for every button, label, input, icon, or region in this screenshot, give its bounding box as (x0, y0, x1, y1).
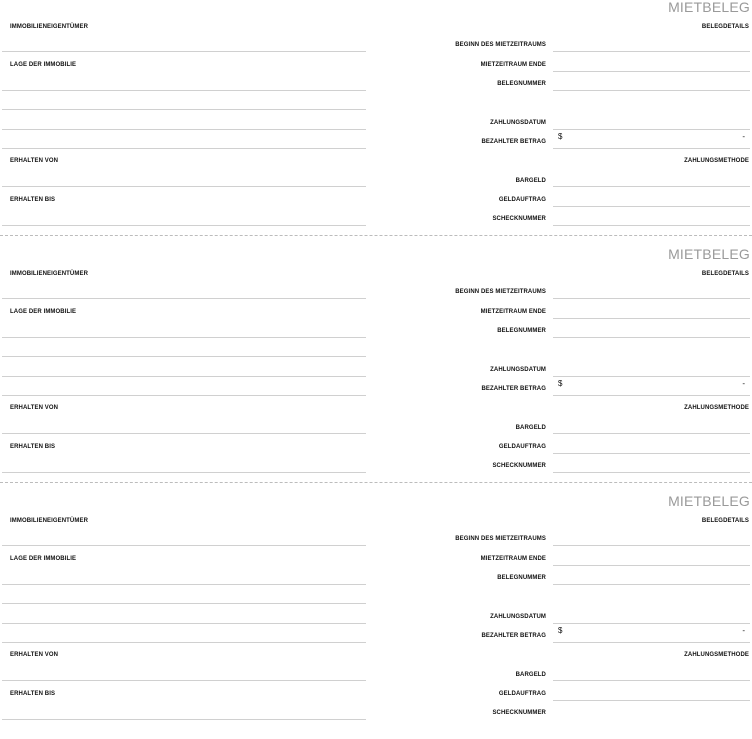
cash-field[interactable] (553, 680, 750, 681)
received-from-label: ERHALTEN VON (10, 405, 59, 411)
cut-line (0, 235, 752, 236)
number-field[interactable] (553, 90, 750, 91)
location-field-3[interactable] (2, 129, 366, 130)
received-by-label: ERHALTEN BIS (10, 444, 56, 450)
receipt-title: MIETBELEG (668, 0, 750, 15)
end-label: MIETZEITRAUM ENDE (480, 62, 546, 68)
end-field[interactable] (553, 71, 750, 72)
cash-field[interactable] (553, 433, 750, 434)
rent-receipt (0, 0, 752, 245)
receipt-title: MIETBELEG (668, 246, 750, 262)
amount-value: - (742, 379, 745, 388)
location-field-2[interactable] (2, 603, 366, 604)
received-from-label: ERHALTEN VON (10, 158, 59, 164)
received-by-field[interactable] (2, 472, 366, 473)
start-label: BEGINN DES MIETZEITRAUMS (455, 42, 546, 48)
end-label: MIETZEITRAUM ENDE (480, 556, 546, 562)
money-order-label: GELDAUFTRAG (498, 444, 546, 450)
currency-symbol: $ (558, 626, 563, 635)
amount-field[interactable] (553, 624, 750, 641)
location-field-1[interactable] (2, 90, 366, 91)
received-by-field[interactable] (2, 225, 366, 226)
amount-value: - (742, 132, 745, 141)
money-order-label: GELDAUFTRAG (498, 197, 546, 203)
check-label: SCHECKNUMMER (492, 710, 546, 716)
start-field[interactable] (553, 545, 750, 546)
currency-symbol: $ (558, 379, 563, 388)
cash-field[interactable] (553, 186, 750, 187)
cut-line (0, 482, 752, 483)
received-by-field[interactable] (2, 719, 366, 720)
number-field[interactable] (553, 337, 750, 338)
location-field-4[interactable] (2, 642, 366, 643)
method-label: ZAHLUNGSMETHODE (684, 405, 749, 411)
location-label: LAGE DER IMMOBILIE (10, 62, 77, 68)
amount-underline (553, 148, 750, 149)
details-label: BELEGDETAILS (701, 271, 749, 277)
owner-label: IMMOBILIENEIGENTÜMER (10, 24, 88, 30)
date-label: ZAHLUNGSDATUM (490, 120, 546, 126)
date-label: ZAHLUNGSDATUM (490, 367, 546, 373)
end-field[interactable] (553, 318, 750, 319)
location-field-2[interactable] (2, 356, 366, 357)
amount-label: BEZAHLTER BETRAG (481, 139, 546, 145)
received-by-label: ERHALTEN BIS (10, 197, 56, 203)
details-label: BELEGDETAILS (701, 24, 749, 30)
method-label: ZAHLUNGSMETHODE (684, 158, 749, 164)
cash-label: BARGELD (515, 178, 546, 184)
owner-label: IMMOBILIENEIGENTÜMER (10, 271, 88, 277)
cash-label: BARGELD (515, 425, 546, 431)
check-label: SCHECKNUMMER (492, 216, 546, 222)
amount-label: BEZAHLTER BETRAG (481, 386, 546, 392)
number-label: BELEGNUMMER (497, 575, 546, 581)
location-label: LAGE DER IMMOBILIE (10, 556, 77, 562)
location-field-3[interactable] (2, 376, 366, 377)
start-label: BEGINN DES MIETZEITRAUMS (455, 536, 546, 542)
location-field-3[interactable] (2, 623, 366, 624)
location-field-4[interactable] (2, 395, 366, 396)
received-from-field[interactable] (2, 680, 366, 681)
received-from-field[interactable] (2, 186, 366, 187)
money-order-field[interactable] (553, 700, 750, 701)
check-field[interactable] (553, 225, 750, 226)
start-field[interactable] (553, 298, 750, 299)
details-label: BELEGDETAILS (701, 518, 749, 524)
owner-field[interactable] (2, 51, 366, 52)
amount-field[interactable] (553, 130, 750, 147)
end-field[interactable] (553, 565, 750, 566)
cash-label: BARGELD (515, 672, 546, 678)
location-field-2[interactable] (2, 109, 366, 110)
location-field-4[interactable] (2, 148, 366, 149)
start-field[interactable] (553, 51, 750, 52)
start-label: BEGINN DES MIETZEITRAUMS (455, 289, 546, 295)
owner-field[interactable] (2, 545, 366, 546)
rent-receipt (0, 494, 752, 739)
money-order-field[interactable] (553, 206, 750, 207)
amount-label: BEZAHLTER BETRAG (481, 633, 546, 639)
money-order-field[interactable] (553, 453, 750, 454)
amount-value: - (742, 626, 745, 635)
location-field-1[interactable] (2, 337, 366, 338)
received-by-label: ERHALTEN BIS (10, 691, 56, 697)
amount-underline (553, 395, 750, 396)
check-field[interactable] (553, 472, 750, 473)
number-label: BELEGNUMMER (497, 81, 546, 87)
receipt-title: MIETBELEG (668, 493, 750, 509)
received-from-label: ERHALTEN VON (10, 652, 59, 658)
location-label: LAGE DER IMMOBILIE (10, 309, 77, 315)
money-order-label: GELDAUFTRAG (498, 691, 546, 697)
end-label: MIETZEITRAUM ENDE (480, 309, 546, 315)
method-label: ZAHLUNGSMETHODE (684, 652, 749, 658)
received-from-field[interactable] (2, 433, 366, 434)
owner-field[interactable] (2, 298, 366, 299)
check-label: SCHECKNUMMER (492, 463, 546, 469)
currency-symbol: $ (558, 132, 563, 141)
amount-field[interactable] (553, 377, 750, 394)
amount-underline (553, 642, 750, 643)
location-field-1[interactable] (2, 584, 366, 585)
owner-label: IMMOBILIENEIGENTÜMER (10, 518, 88, 524)
number-field[interactable] (553, 584, 750, 585)
date-label: ZAHLUNGSDATUM (490, 614, 546, 620)
rent-receipt (0, 247, 752, 492)
number-label: BELEGNUMMER (497, 328, 546, 334)
